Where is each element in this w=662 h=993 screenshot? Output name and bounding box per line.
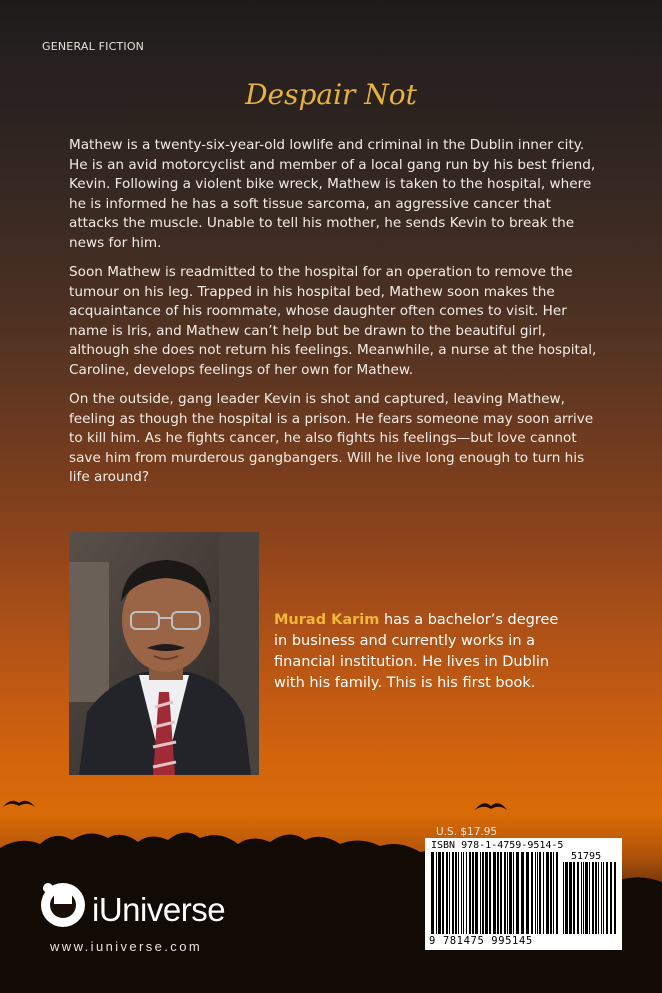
barcode-bar xyxy=(472,852,474,934)
barcode-bar xyxy=(516,852,519,934)
isbn-text: ISBN 978-1-4759-9514-5 xyxy=(431,840,564,851)
barcode-price-bars xyxy=(563,862,617,934)
barcode-bar xyxy=(504,852,506,934)
barcode-bar xyxy=(449,852,450,934)
barcode-bar xyxy=(585,862,588,934)
barcode-bar xyxy=(431,852,434,934)
publisher-website: www.iuniverse.com xyxy=(50,939,203,954)
barcode xyxy=(425,838,622,950)
barcode-bar xyxy=(601,862,602,934)
barcode-bar xyxy=(509,852,512,934)
author-photo xyxy=(69,532,259,775)
barcode-bar xyxy=(550,852,552,934)
barcode-bar xyxy=(573,862,575,934)
barcode-bar xyxy=(563,862,564,934)
barcode-main-bars xyxy=(431,852,559,934)
barcode-bar xyxy=(497,852,499,934)
barcode-bar xyxy=(485,852,488,934)
barcode-bar xyxy=(598,862,599,934)
barcode-bar xyxy=(436,852,437,934)
barcode-bar xyxy=(452,852,454,934)
barcode-bar xyxy=(543,852,544,934)
barcode-bar xyxy=(442,852,444,934)
barcode-bar xyxy=(581,862,582,934)
barcode-bar xyxy=(458,852,459,934)
barcode-bar xyxy=(556,852,558,934)
genre-label: GENERAL FICTION xyxy=(42,40,145,53)
book-title: Despair Not xyxy=(245,78,417,111)
price-label: U.S. $17.95 xyxy=(436,826,498,838)
author-name: Murad Karim xyxy=(274,612,380,628)
barcode-bar xyxy=(466,852,467,934)
barcode-bar xyxy=(493,852,496,934)
bird-silhouette-icon xyxy=(2,795,36,809)
barcode-bar xyxy=(489,852,491,934)
price-code-text: 51795 xyxy=(571,851,602,862)
bird-silhouette-icon xyxy=(474,797,508,813)
book-blurb xyxy=(69,136,601,498)
barcode-bar xyxy=(606,862,608,934)
barcode-bar xyxy=(521,852,524,934)
publisher-name: iUniverse xyxy=(92,891,226,928)
barcode-bar xyxy=(537,852,538,934)
author-bio xyxy=(274,610,574,694)
barcode-bar xyxy=(482,852,484,934)
blurb-paragraph: On the outside, gang leader Kevin is shot and captured, leaving Mathew, feeling as though the hospital is a prison. He fears someone may soon arrive to kill him. As he fights cancer, he also fights his feelings—but love cannot save him from murderous gangbangers. Will he live long enough to turn his life around? xyxy=(69,391,594,485)
barcode-bar xyxy=(461,852,462,934)
barcode-bar xyxy=(531,852,533,934)
barcode-bar xyxy=(546,852,549,934)
barcode-bar xyxy=(526,852,529,934)
barcode-bar xyxy=(577,862,579,934)
barcode-bar xyxy=(438,852,441,934)
barcode-bar xyxy=(475,852,478,934)
barcode-bar xyxy=(553,852,554,934)
barcode-bar xyxy=(500,852,502,934)
barcode-bar xyxy=(603,862,604,934)
barcode-bar xyxy=(595,862,597,934)
barcode-bar xyxy=(569,862,572,934)
barcode-bar xyxy=(480,852,481,934)
barcode-bar xyxy=(507,852,508,934)
blurb-paragraph: Mathew is a twenty-six-year-old lowlife and criminal in the Dublin inner city. He is an avid motorcyclist and member of a local gang run by his best friend, Kevin. Following a violent bike wreck, Mathew is taken to the hospital, where he is informed he has a soft tissue sarcoma, an aggressive cancer that attacks the muscle. Unable to tell his mother, he sends Kevin to break the news for him. xyxy=(69,137,596,251)
barcode-bar xyxy=(610,862,612,934)
author-bio-text: has a bachelor’s degree in business and currently works in a financial institution. He lives in Dublin with his family. This is his first book. xyxy=(274,612,559,691)
barcode-bar xyxy=(539,852,541,934)
barcode-bar xyxy=(592,862,594,934)
barcode-bar xyxy=(469,852,471,934)
iuniverse-logo-icon xyxy=(38,880,88,930)
barcode-bar xyxy=(614,862,616,934)
barcode-bar xyxy=(463,852,464,934)
author-portrait-graphic xyxy=(69,532,259,775)
barcode-bar xyxy=(589,862,590,934)
barcode-bar xyxy=(583,862,584,934)
blurb-paragraph: Soon Mathew is readmitted to the hospital for an operation to remove the tumour on his leg. Trapped in his hospital bed, Mathew soon makes the acquaintance of his roommate, whose daughter often comes to visit. Her name is Iris, and Mathew can’t help but be drawn to the beautiful girl, although she does not return his feelings. Meanwhile, a nurse at the hospital, Caroline, develops feelings of her own for Mathew. xyxy=(69,264,597,378)
barcode-bar xyxy=(535,852,536,934)
ean-number: 9 781475 995145 xyxy=(429,935,533,947)
barcode-bar xyxy=(565,862,568,934)
barcode-bar xyxy=(455,852,457,934)
barcode-bar xyxy=(513,852,514,934)
barcode-bar xyxy=(446,852,448,934)
